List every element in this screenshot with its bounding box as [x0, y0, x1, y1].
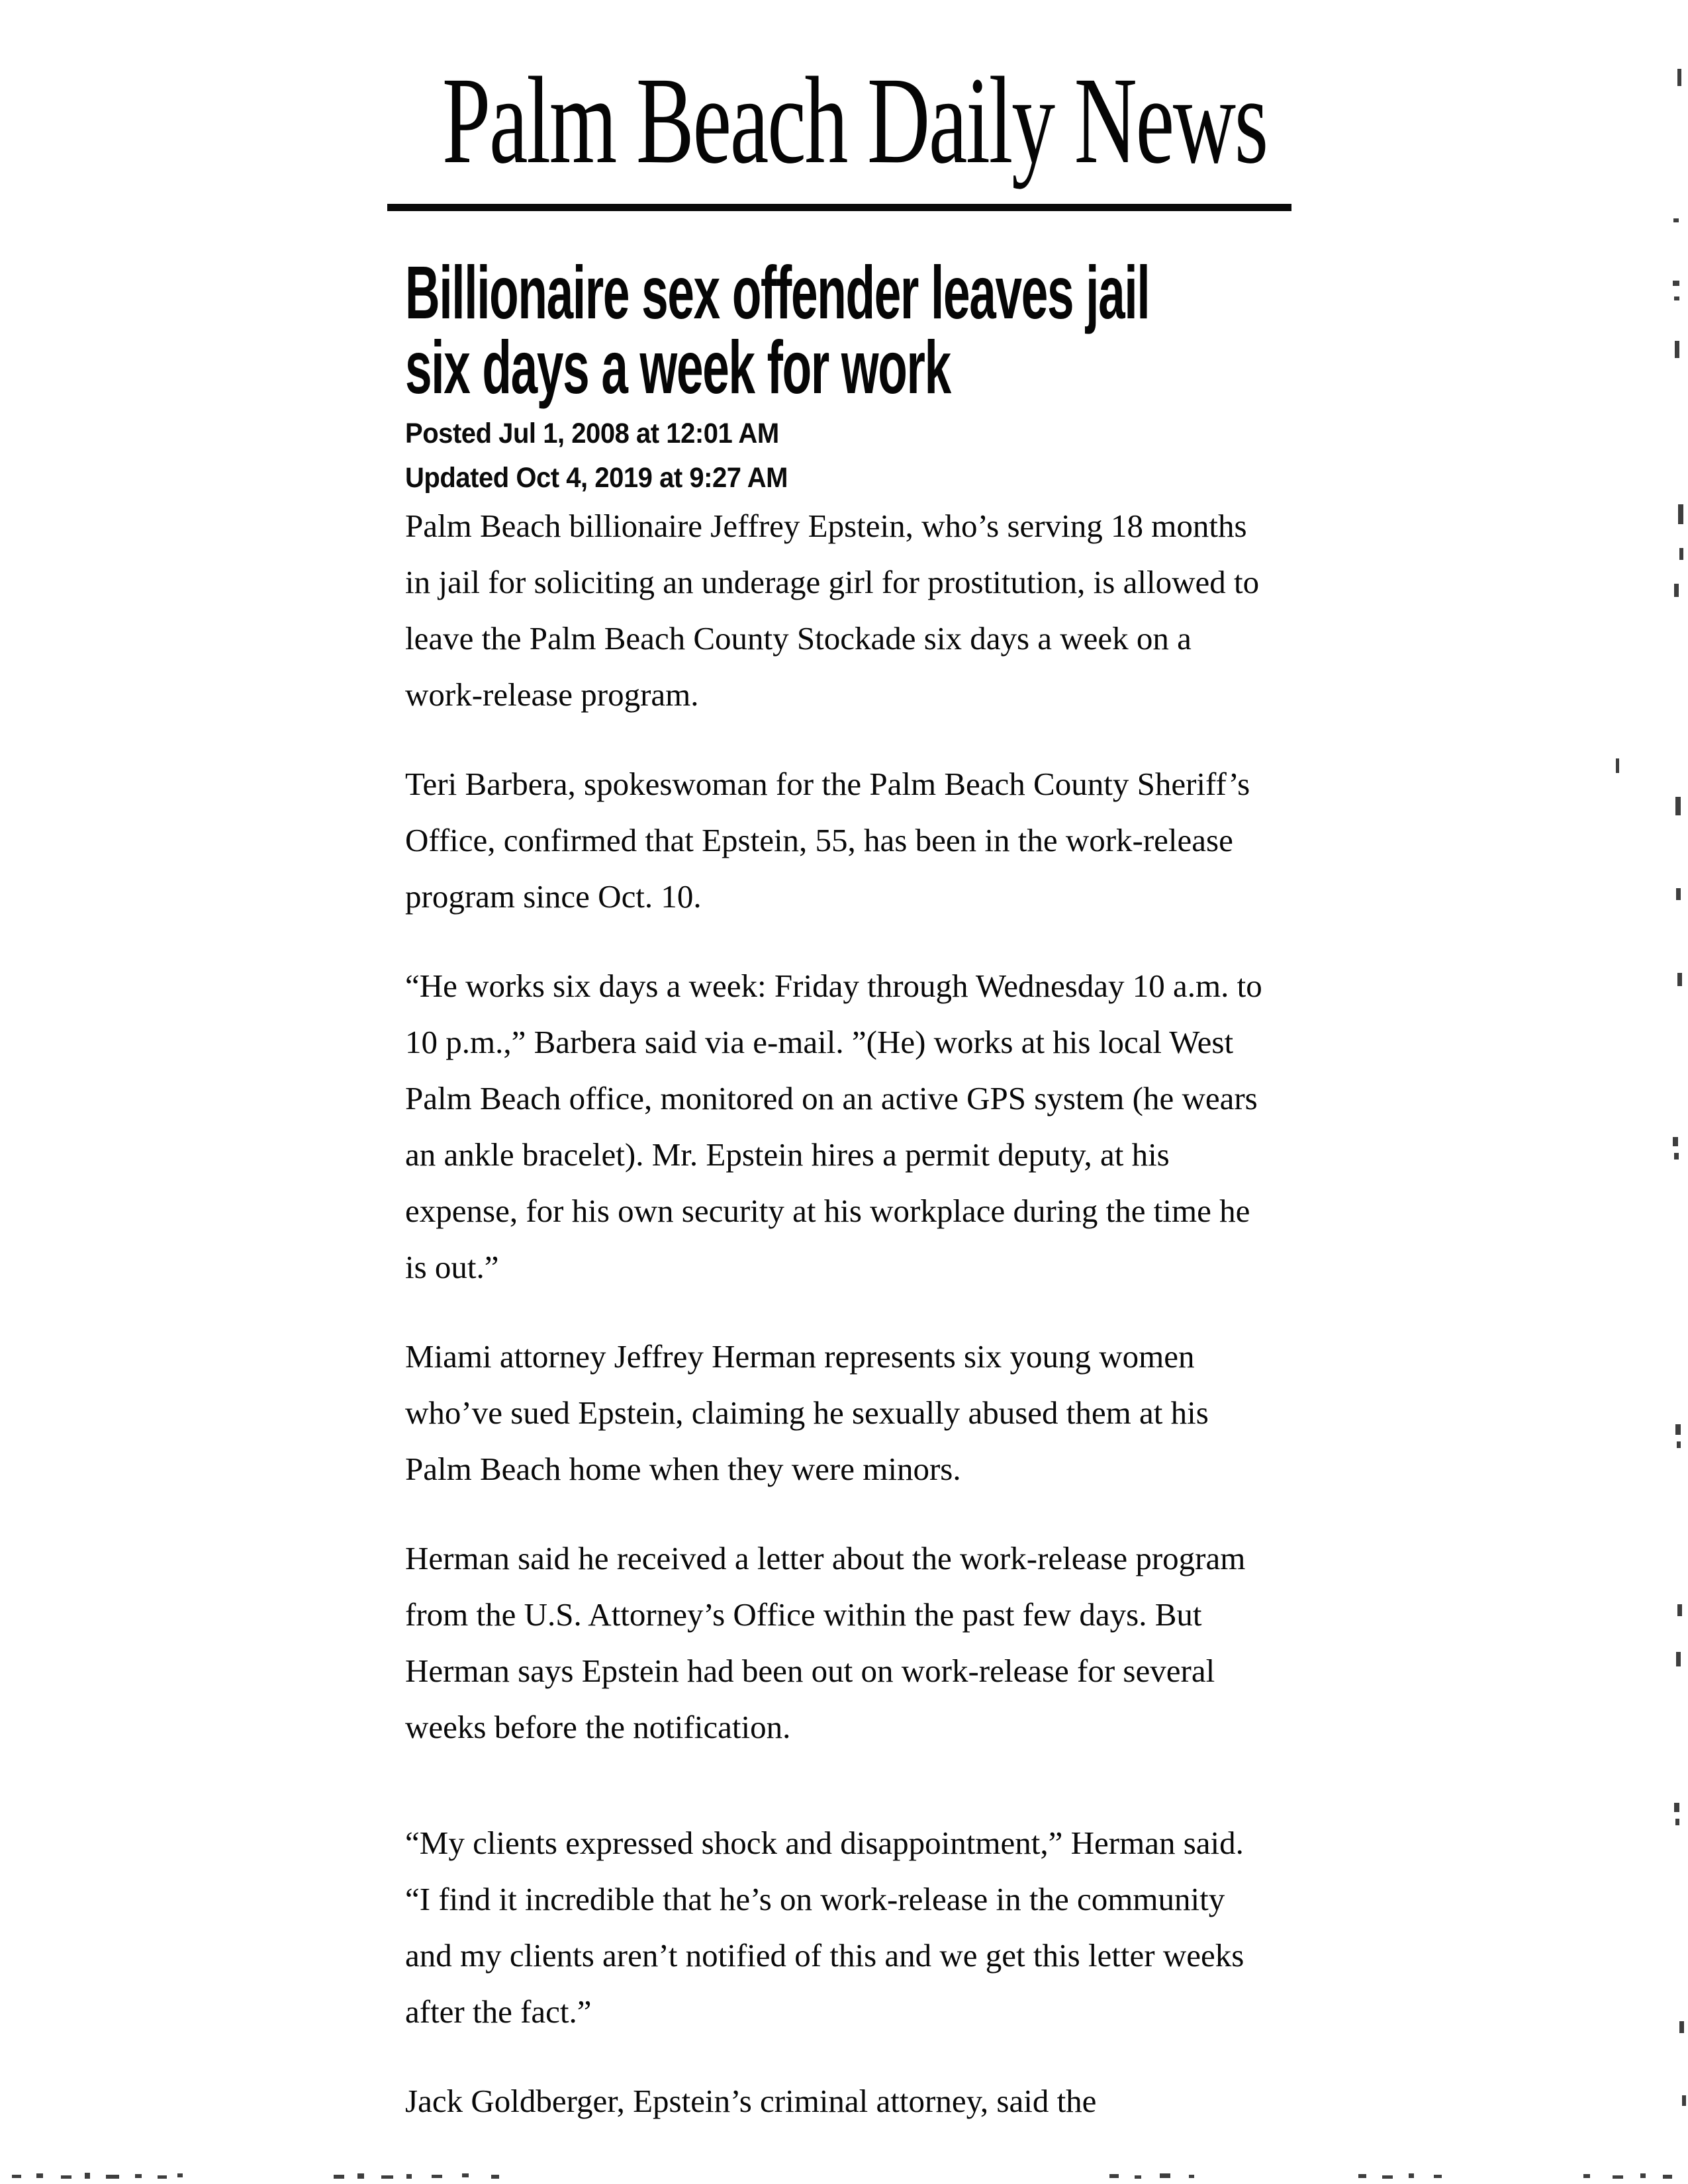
scan-noise-speck — [462, 2173, 469, 2177]
scan-noise-speck — [357, 2173, 364, 2179]
article-paragraph: Teri Barbera, spokeswoman for the Palm Beach County Sheriff’s Office, confirmed that Epstein, 55, has been in the work-release program since Oct. 10. — [405, 766, 1250, 915]
posted-timestamp: Posted Jul 1, 2008 at 12:01 AM — [405, 418, 779, 449]
article-paragraph: Palm Beach billionaire Jeffrey Epstein, who’s serving 18 months in jail for soliciting an underage girl for prostitution, is allowed to leave the Palm Beach County Stockade six days a week on a work-release program. — [405, 508, 1260, 713]
scan-noise-speck — [1677, 973, 1682, 986]
article-paragraph: Herman said he received a letter about the work-release program from the U.S. Attorney’s Office within the past few days. But Herman says Epstein had been out on work-release for several weeks before the notification. — [405, 1540, 1246, 1745]
scan-noise-speck — [1674, 1153, 1679, 1160]
scan-noise-speck — [1678, 504, 1683, 524]
scan-noise-speck — [1675, 341, 1679, 358]
masthead-divider-rule — [387, 204, 1291, 211]
scan-noise-speck — [1409, 2173, 1414, 2178]
scan-noise-speck — [1434, 2175, 1442, 2178]
scan-noise-speck — [1673, 218, 1679, 222]
scan-noise-speck — [406, 2174, 412, 2179]
scan-noise-speck — [177, 2173, 183, 2177]
scan-noise-speck — [1674, 1803, 1679, 1812]
scan-noise-speck — [1675, 1819, 1679, 1825]
article-paragraph: Miami attorney Jeffrey Herman represents six young women who’ve sued Epstein, claiming he sexually abused them at his Palm Beach home when they were minors. — [405, 1338, 1209, 1487]
scan-noise-speck — [1677, 69, 1681, 86]
scan-noise-speck — [1160, 2173, 1170, 2178]
scan-noise-speck — [85, 2173, 90, 2179]
scan-noise-speck — [1677, 1441, 1681, 1448]
scan-noise-speck — [1613, 2175, 1623, 2179]
scan-noise-speck — [1674, 296, 1679, 300]
article-paragraph: Jack Goldberger, Epstein’s criminal attorney, said the — [405, 2083, 1097, 2119]
scan-noise-speck — [1677, 1604, 1682, 1616]
scan-noise-speck — [1673, 281, 1679, 286]
scan-noise-speck — [1674, 584, 1679, 597]
scan-noise-speck — [1135, 2175, 1141, 2179]
updated-timestamp: Updated Oct 4, 2019 at 9:27 AM — [405, 462, 788, 494]
article-paragraph: “My clients expressed shock and disappointment,” Herman said. “I find it incredible that he’s on work-release in the community and my clients aren’t notified of this and we get this letter weeks after the fact.” — [405, 1825, 1244, 2030]
scan-noise-speck — [491, 2175, 499, 2179]
scan-noise-speck — [1675, 1424, 1681, 1435]
scan-noise-speck — [1663, 2175, 1672, 2179]
scan-noise-speck — [381, 2175, 393, 2179]
scan-noise-speck — [1583, 2174, 1590, 2178]
scan-noise-speck — [36, 2173, 43, 2178]
scan-noise-speck — [1676, 1652, 1681, 1666]
scan-noise-speck — [1382, 2175, 1393, 2179]
scan-noise-speck — [12, 2175, 21, 2178]
scan-noise-speck — [1673, 1137, 1678, 1146]
scan-noise-speck — [1189, 2175, 1194, 2178]
scan-noise-speck — [432, 2175, 442, 2178]
scan-noise-speck — [106, 2175, 119, 2179]
article-headline — [405, 251, 1150, 409]
scan-noise-speck — [1679, 548, 1683, 560]
scan-noise-speck — [1676, 888, 1681, 900]
scan-noise-speck — [334, 2175, 344, 2179]
scan-noise-speck — [1640, 2173, 1646, 2178]
article-body — [405, 498, 1276, 2162]
headline-line-1: Billionaire sex offender leaves jail — [405, 251, 1150, 334]
scan-noise-speck — [1358, 2174, 1366, 2178]
headline-line-2: six days a week for work — [405, 326, 951, 409]
scan-noise-speck — [158, 2175, 167, 2179]
scan-noise-speck — [61, 2175, 71, 2179]
scan-noise-speck — [1679, 2021, 1684, 2033]
article-meta — [405, 417, 788, 494]
scan-noise-speck — [1682, 2095, 1686, 2106]
scan-noise-speck — [135, 2174, 142, 2178]
newspaper-masthead: Palm Beach Daily News — [442, 51, 1268, 189]
scan-noise-speck — [1616, 758, 1619, 773]
article-paragraph: “He works six days a week: Friday through Wednesday 10 a.m. to 10 p.m.,” Barbera said via e-mail. ”(He) works at his local West Palm Beach office, monitored on an active GPS system (he wears an ankle bracelet). Mr. Epstein hires a permit deputy, at his expense, for his own security at his workplace during the time he is out.” — [405, 968, 1262, 1285]
scan-noise-speck — [1109, 2174, 1119, 2178]
scan-noise-speck — [1675, 797, 1681, 815]
